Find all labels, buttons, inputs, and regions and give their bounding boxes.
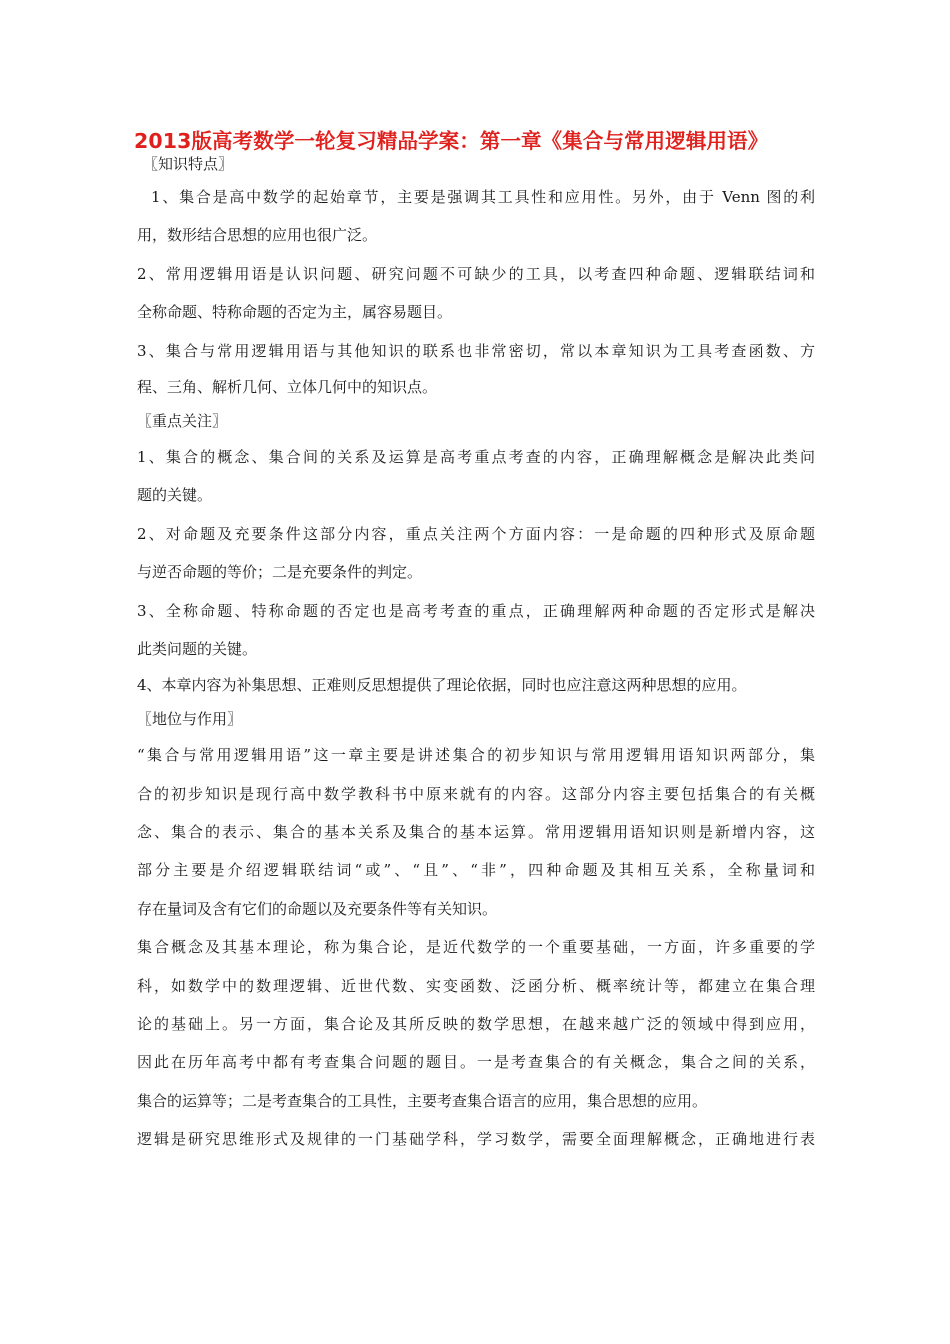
section-heading: 〖地位与作用〗 — [137, 710, 243, 729]
paragraph-line: 部分主要是介绍逻辑联结词“或”、“且”、“非”，四种命题及其相互关系，全称量词和 — [137, 861, 815, 880]
paragraph-line: 题的关键。 — [137, 486, 213, 505]
section-role — [137, 702, 815, 1158]
paragraph-line: 程、三角、解析几何、立体几何中的知识点。 — [137, 377, 438, 396]
paragraph-line: 1、集合的概念、集合间的关系及运算是高考重点考查的内容，正确理解概念是解决此类问 — [137, 447, 815, 466]
paragraph-line: 因此在历年高考中都有考查集合问题的题目。一是考查集合的有关概念，集合之间的关系， — [137, 1053, 815, 1072]
paragraph-line: 存在量词及含有它们的命题以及充要条件等有关知识。 — [137, 899, 498, 918]
paragraph-line: 4、本章内容为补集思想、正难则反思想提供了理论依据，同时也应注意这两种思想的应用。 — [137, 676, 747, 695]
paragraph-line: 用，数形结合思想的应用也很广泛。 — [137, 226, 378, 245]
section-heading: 〖知识特点〗 — [143, 155, 234, 173]
paragraph-line: 全称命题、特称命题的否定为主，属容易题目。 — [137, 303, 453, 322]
paragraph-line: 3、全称命题、特称命题的否定也是高考考查的重点，正确理解两种命题的否定形式是解决 — [137, 601, 815, 620]
paragraph-line: 2、常用逻辑用语是认识问题、研究问题不可缺少的工具，以考查四种命题、逻辑联结词和 — [137, 264, 815, 283]
paragraph-line: “集合与常用逻辑用语”这一章主要是讲述集合的初步知识与常用逻辑用语知识两部分，集 — [137, 746, 815, 765]
paragraph-line: 科，如数学中的数理逻辑、近世代数、实变函数、泛函分析、概率统计等，都建立在集合理 — [137, 976, 815, 995]
section-knowledge — [137, 150, 815, 404]
paragraph-line: 2、对命题及充要条件这部分内容，重点关注两个方面内容：一是命题的四种形式及原命题 — [137, 524, 815, 543]
document-title: 2013版高考数学一轮复习精品学案：第一章《集合与常用逻辑用语》 — [134, 129, 769, 153]
paragraph-line: 集合的运算等；二是考查集合的工具性，主要考查集合语言的应用，集合思想的应用。 — [137, 1091, 708, 1110]
document-body — [137, 150, 815, 1159]
paragraph-line: 集合概念及其基本理论，称为集合论，是近代数学的一个重要基础，一方面，许多重要的学 — [137, 938, 815, 957]
paragraph-line: 3、集合与常用逻辑用语与其他知识的联系也非常密切，常以本章知识为工具考查函数、方 — [137, 341, 815, 360]
paragraph-line: 逻辑是研究思维形式及规律的一门基础学科，学习数学，需要全面理解概念，正确地进行表 — [137, 1130, 815, 1149]
paragraph-line: 念、集合的表示、集合的基本关系及集合的基本运算。常用逻辑用语知识则是新增内容，这 — [137, 823, 815, 842]
paragraph-line: 此类问题的关键。 — [137, 639, 258, 658]
paragraph-line: 与逆否命题的等价；二是充要条件的判定。 — [137, 563, 423, 582]
section-focus — [137, 404, 815, 702]
paragraph-line: 1、集合是高中数学的起始章节，主要是强调其工具性和应用性。另外，由于 Venn 图的利 — [151, 188, 815, 206]
section-heading: 〖重点关注〗 — [137, 411, 228, 430]
paragraph-line: 论的基础上。另一方面，集合论及其所反映的数学思想，在越来越广泛的领域中得到应用， — [137, 1015, 815, 1034]
paragraph-line: 合的初步知识是现行高中数学教科书中原来就有的内容。这部分内容主要包括集合的有关概 — [137, 784, 815, 803]
